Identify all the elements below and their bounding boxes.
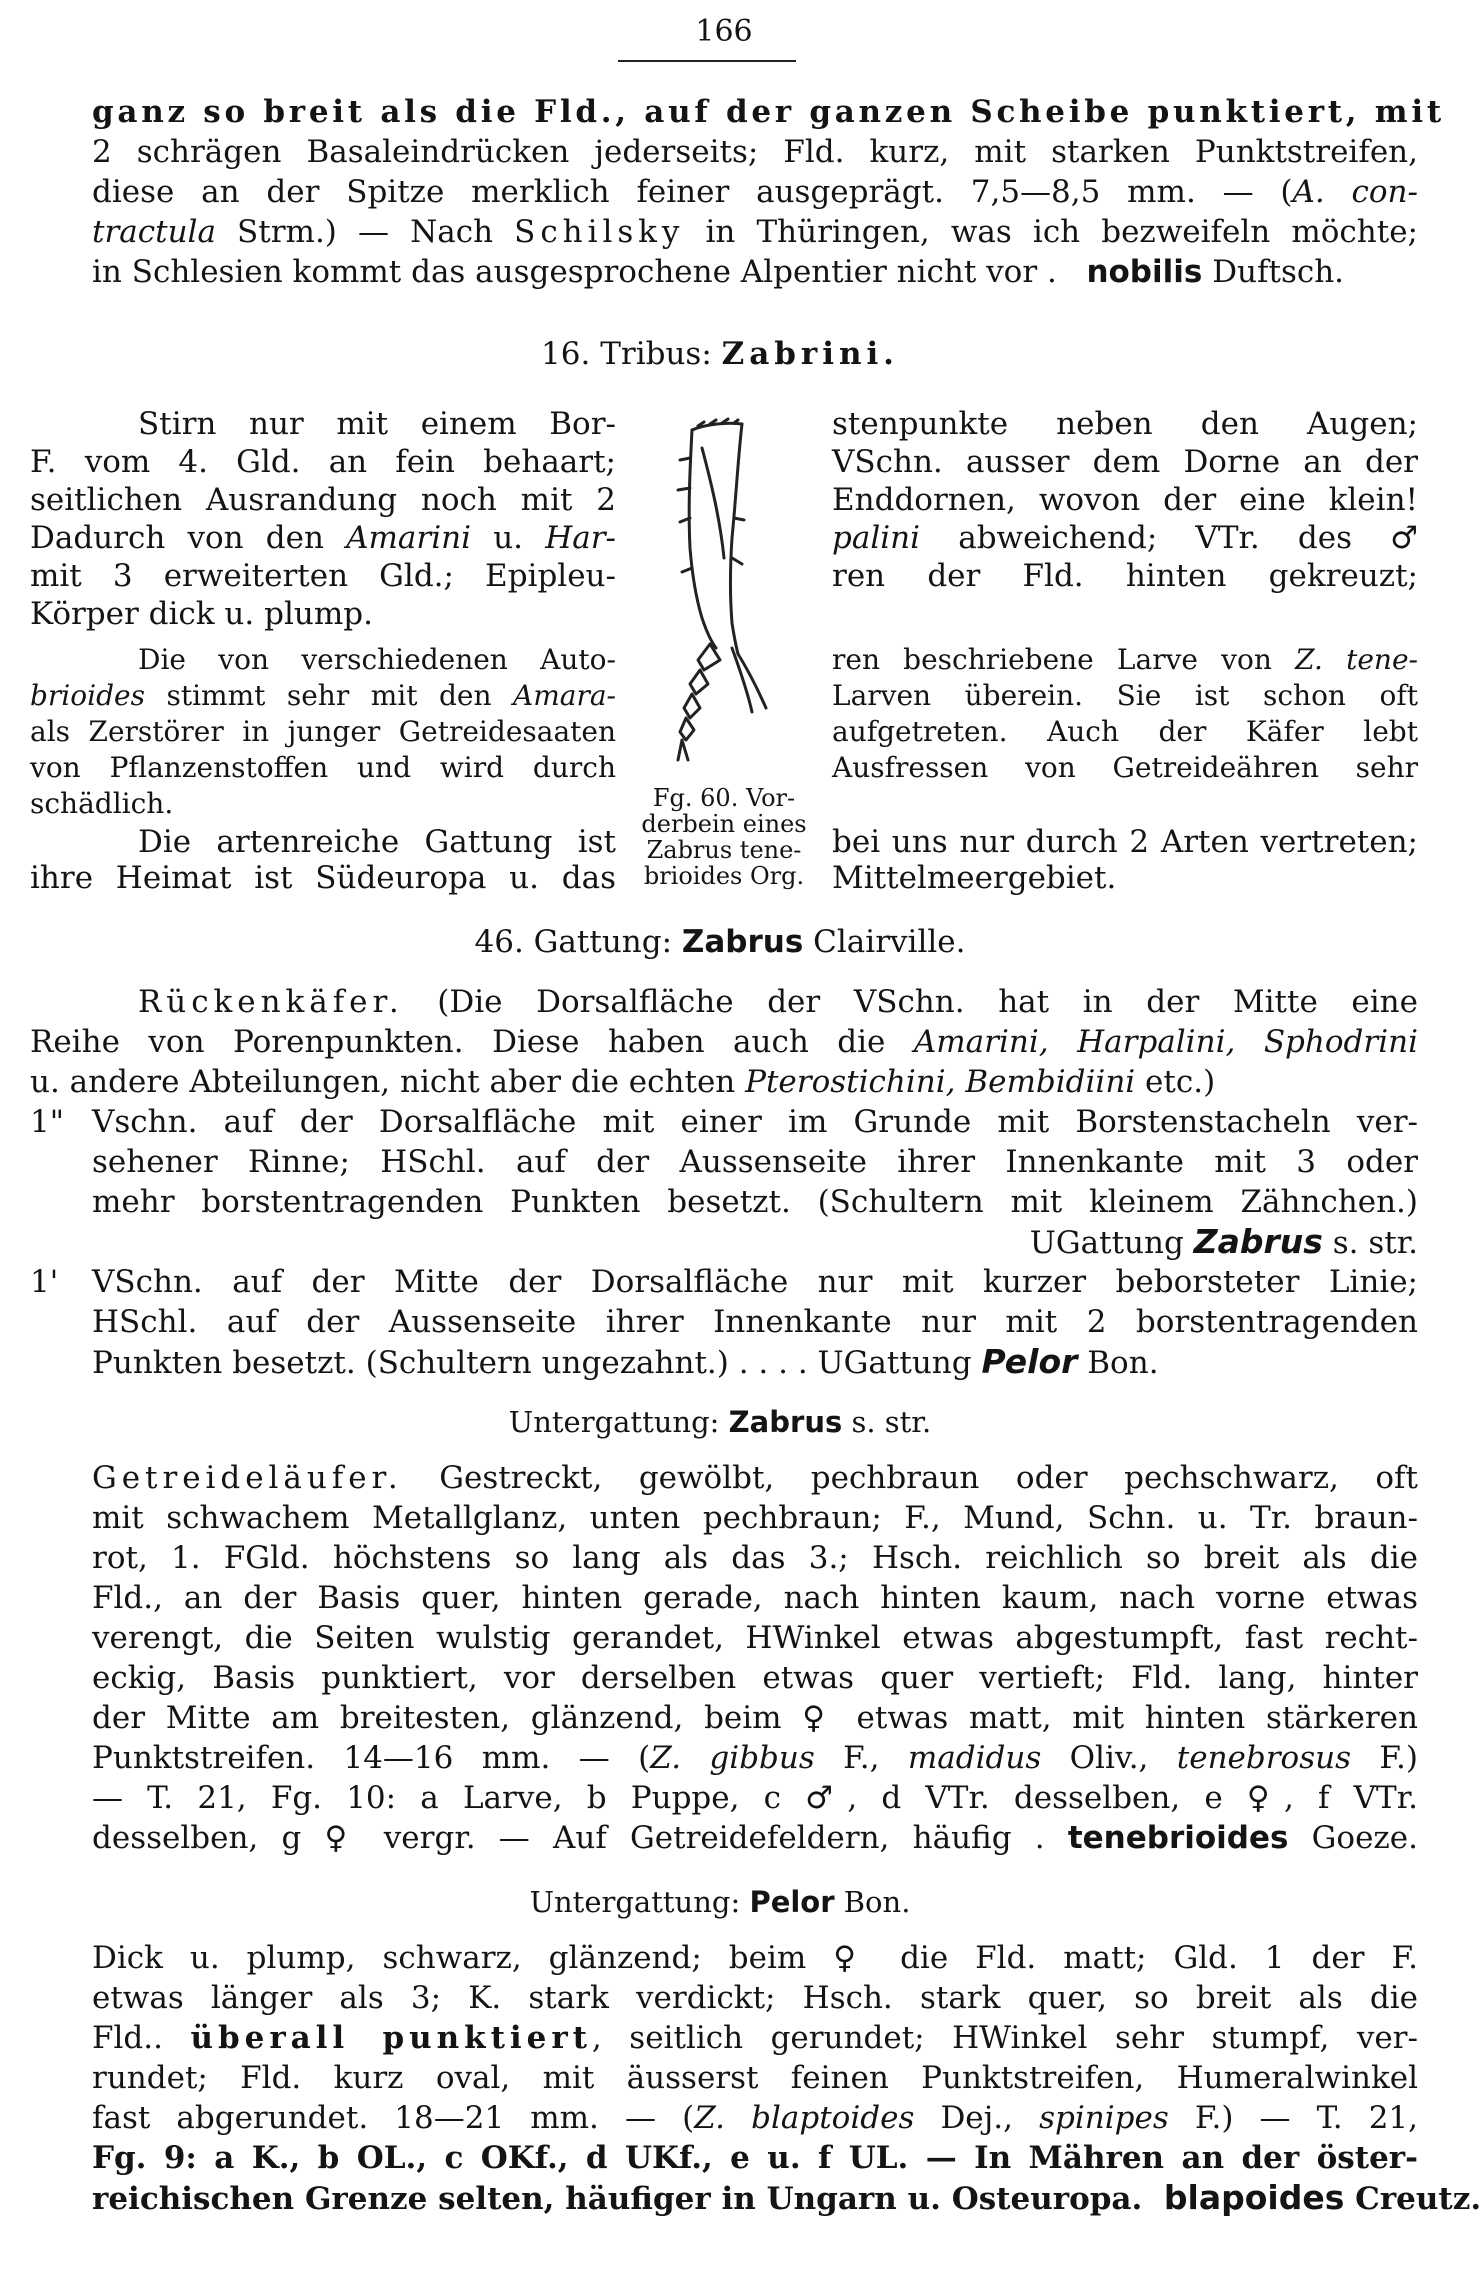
female-symbol: ♀ — [802, 1700, 836, 1736]
species-name-nobilis: nobilis — [1086, 254, 1203, 290]
female-symbol: ♀ — [324, 1820, 361, 1856]
key-1-line-2: sehener Rinne; HSchl. auf der Aussenseite ihrer Innenkante mit 3 oder — [92, 1144, 1418, 1180]
gattung-heading: 46. Gattung: Zabrus Clairville. — [474, 924, 966, 960]
key-1-result: UGattung Zabrus s. str. — [1029, 1222, 1418, 1261]
left-col-line-13: ihre Heimat ist Südeuropa u. das — [30, 860, 616, 896]
pelor-text-line-2: etwas länger als 3; K. stark verdickt; Hsch. stark quer, so breit als die — [92, 1980, 1418, 2016]
subgenus-zabrus-heading: Untergattung: Zabrus s. str. — [508, 1405, 932, 1439]
species-name-blapoides: blapoides — [1163, 2178, 1345, 2217]
right-col-line-3: Enddornen, wovon der eine klein! — [832, 482, 1418, 518]
right-col-line-7: ren beschriebene Larve von Z. tene- — [832, 643, 1418, 676]
zabrus-text-line-1: Getreideläufer. Gestreckt, gewölbt, pechbraun oder pechschwarz, oft — [92, 1460, 1418, 1496]
left-col-line-10: von Pflanzenstoffen und wird durch — [30, 751, 616, 784]
right-col-line-1: stenpunkte neben den Augen; — [832, 406, 1418, 442]
key-1-number: 1" — [30, 1104, 64, 1140]
left-col-line-6: Körper dick u. plump. — [30, 596, 373, 632]
gattung-name: Zabrus — [681, 924, 804, 960]
figure-caption-line-4: brioides Org. — [643, 862, 805, 890]
intro-line-5: in Schlesien kommt das ausgesprochene Alpentier nicht vor . nobilis Duftsch. — [92, 254, 1345, 290]
right-col-line-13: Mittelmeergebiet. — [832, 860, 1117, 896]
right-col-line-2: VSchn. ausser dem Dorne an der — [832, 444, 1418, 480]
left-col-line-3: seitlichen Ausrandung noch mit 2 — [30, 482, 616, 518]
figure-caption-line-1: Fg. 60. Vor- — [652, 784, 796, 812]
intro-line-4: tractula Strm.) — Nach Schilsky in Thüringen, was ich bezweifeln möchte; — [92, 214, 1418, 250]
intro-line-3: diese an der Spitze merklich feiner ausgeprägt. 7,5—8,5 mm. — (A. con- — [92, 174, 1418, 210]
right-col-line-8: Larven überein. Sie ist schon oft — [832, 679, 1418, 712]
key-1-line-3: mehr borstentragenden Punkten besetzt. (Schultern mit kleinem Zähnchen.) — [92, 1184, 1418, 1220]
key-2-number: 1' — [30, 1264, 59, 1300]
page-number: 166 — [695, 14, 753, 49]
female-symbol: ♀ — [1246, 1780, 1284, 1816]
zabrus-text-line-5: verengt, die Seiten wulstig gerandet, HWinkel etwas abgestumpft, fast recht- — [92, 1620, 1418, 1656]
right-col-line-5: ren der Fld. hinten gekreuzt; — [832, 558, 1418, 594]
male-symbol: ♂ — [805, 1780, 848, 1816]
zabrus-text-line-6: eckig, Basis punktiert, vor derselben etwas quer vertieft; Fld. lang, hinter — [92, 1660, 1418, 1696]
subgenus-pelor-link: Pelor — [981, 1342, 1078, 1381]
zabrus-text-line-3: rot, 1. FGld. höchstens so lang als das 3.; Hsch. reichlich so breit als die — [92, 1540, 1418, 1576]
key-2-line-1: VSchn. auf der Mitte der Dorsalfläche nur mit kurzer beborsteter Linie; — [92, 1264, 1418, 1300]
left-col-line-8: brioides stimmt sehr mit den Amara- — [30, 679, 616, 712]
key-2-line-3: Punkten besetzt. (Schultern ungezahnt.) . . . . UGattung Pelor Bon. — [92, 1342, 1159, 1381]
zabrus-text-line-8: Punktstreifen. 14—16 mm. — (Z. gibbus F., madidus Oliv., tenebrosus F.) — [92, 1740, 1419, 1776]
pelor-text-line-7: reichischen Grenze selten, häufiger in Ungarn u. Osteuropa. blapoides Creutz. — [92, 2178, 1481, 2217]
zabrus-text-line-9: — T. 21, Fg. 10: a Larve, b Puppe, c ♂, d VTr. desselben, e ♀, f VTr. — [92, 1780, 1418, 1816]
zabrus-text-line-7: der Mitte am breitesten, glänzend, beim ♀ etwas matt, mit hinten stärkeren — [92, 1700, 1418, 1736]
figure-caption-line-3: Zabrus tene- — [646, 836, 802, 864]
right-col-line-10: Ausfressen von Getreideähren sehr — [832, 751, 1418, 784]
left-col-line-4: Dadurch von den Amarini u. Har- — [30, 520, 616, 556]
left-col-line-2: F. vom 4. Gld. an fein behaart; — [30, 444, 616, 480]
foreleg-illustration — [640, 408, 800, 778]
left-col-line-12: Die artenreiche Gattung ist — [138, 824, 616, 860]
species-name-tenebrioides: tenebrioides — [1067, 1820, 1289, 1856]
zabrus-text-line-4: Fld., an der Basis quer, hinten gerade, nach hinten kaum, nach vorne etwas — [92, 1580, 1418, 1616]
gattung-text-line-2: Reihe von Porenpunkten. Diese haben auch die Amarini, Harpalini, Sphodrini — [30, 1024, 1418, 1060]
tribus-heading: 16. Tribus: Zabrini. — [541, 336, 899, 372]
figure-caption-line-2: derbein eines — [641, 810, 807, 838]
female-symbol: ♀ — [833, 1940, 874, 1976]
gattung-text-line-1: Rückenkäfer. (Die Dorsalfläche der VSchn. hat in der Mitte eine — [138, 984, 1418, 1020]
right-col-line-4: palini abweichend; VTr. des ♂ — [832, 520, 1418, 556]
zabrus-text-line-2: mit schwachem Metallglanz, unten pechbraun; F., Mund, Schn. u. Tr. braun- — [92, 1500, 1418, 1536]
zabrus-text-line-10: desselben, g ♀ vergr. — Auf Getreidefeldern, häufig . tenebrioides Goeze. — [92, 1820, 1418, 1856]
left-col-line-1: Stirn nur mit einem Bor- — [138, 406, 616, 442]
header-rule — [618, 60, 796, 62]
left-col-line-7: Die von verschiedenen Auto- — [138, 643, 616, 676]
pelor-text-line-3: Fld.. überall punktiert, seitlich gerundet; HWinkel sehr stumpf, ver- — [92, 2020, 1418, 2056]
key-2-line-2: HSchl. auf der Aussenseite ihrer Innenkante nur mit 2 borstentragenden — [92, 1304, 1418, 1340]
subgenus-zabrus-link: Zabrus — [1193, 1222, 1323, 1261]
right-col-line-9: aufgetreten. Auch der Käfer lebt — [832, 715, 1418, 748]
tribus-name: Zabrini. — [721, 336, 899, 372]
right-col-line-12: bei uns nur durch 2 Arten vertreten; — [832, 824, 1418, 860]
pelor-text-line-4: rundet; Fld. kurz oval, mit äusserst feinen Punktstreifen, Humeralwinkel — [92, 2060, 1418, 2096]
left-col-line-5: mit 3 erweiterten Gld.; Epipleu- — [30, 558, 616, 594]
pelor-text-line-5: fast abgerundet. 18—21 mm. — (Z. blaptoides Dej., spinipes F.) — T. 21, — [92, 2100, 1419, 2136]
gattung-text-line-3: u. andere Abteilungen, nicht aber die echten Pterostichini, Bembidiini etc.) — [30, 1064, 1216, 1100]
key-1-line-1: Vschn. auf der Dorsalfläche mit einer im Grunde mit Borstenstacheln ver- — [92, 1104, 1418, 1140]
left-col-line-11: schädlich. — [30, 787, 174, 820]
pelor-text-line-1: Dick u. plump, schwarz, glänzend; beim ♀ die Fld. matt; Gld. 1 der F. — [92, 1940, 1418, 1976]
left-col-line-9: als Zerstörer in junger Getreidesaaten — [30, 715, 616, 748]
intro-line-1: ganz so breit als die Fld., auf der ganzen Scheibe punktiert, mit — [92, 94, 1445, 130]
intro-line-2: 2 schrägen Basaleindrücken jederseits; Fld. kurz, mit starken Punktstreifen, — [92, 134, 1418, 170]
subgenus-pelor-heading: Untergattung: Pelor Bon. — [529, 1885, 911, 1919]
pelor-text-line-6: Fg. 9: a K., b OL., c OKf., d UKf., e u. f UL. — In Mähren an der öster- — [92, 2140, 1418, 2176]
